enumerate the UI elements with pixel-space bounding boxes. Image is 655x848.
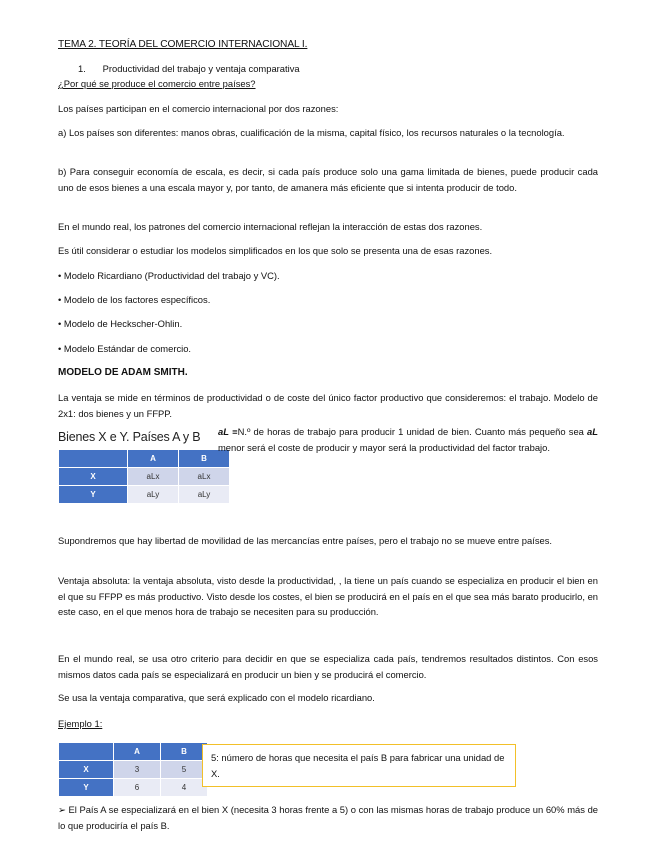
paragraph-a: a) Los países son diferentes: manos obras, cualificación de la misma, capital físico, los recursos naturales o la tecnología. [58, 127, 565, 138]
table-row [59, 779, 208, 797]
paragraph-final: ➢ El País A se especializará en el bien X (necesita 3 horas frente a 5) o con las mismas horas de trabajo produce un 60% más de lo que produciría el país B. [58, 804, 598, 831]
paragraph-real-world-2: En el mundo real, se usa otro criterio para decidir en que se especializa cada país, tendremos resultados distintos. Con esos mismos datos cada país se especializará en producir un bien y se producirá el comercio. [58, 653, 598, 680]
table-cell: 4 [161, 779, 208, 797]
table-row [59, 486, 230, 504]
paragraph-reasons: Los países participan en el comercio internacional por dos razones: [58, 103, 339, 114]
section-number: 1. [78, 63, 86, 74]
table-row [59, 468, 230, 486]
paragraph-ventaja: La ventaja se mide en términos de productividad o de coste del único factor productivo que consideremos: el trabajo. Modelo de 2x1: dos bienes y un FFPP. [58, 392, 598, 419]
section-label: Productividad del trabajo y ventaja comparativa [102, 63, 300, 74]
table-cell: aLx [128, 468, 179, 486]
table-header-cell: A [114, 743, 161, 761]
table-header-row [59, 450, 230, 468]
callout-box: 5: número de horas que necesita el país B para fabricar una unidad de X. [202, 744, 516, 787]
model-item: • Modelo de Heckscher-Ohlin. [58, 318, 183, 329]
table-note [218, 424, 598, 455]
model-item: • Modelo Ricardiano (Productividad del trabajo y VC). [58, 270, 280, 281]
table-row [59, 761, 208, 779]
table-cell: 3 [114, 761, 161, 779]
note-definition: ≡N.º de horas de trabajo para producir 1 unidad de bien. Cuanto más pequeño sea [228, 426, 588, 437]
paragraph-b: b) Para conseguir economía de escala, es decir, si cada país produce solo una gama limitada de bienes, puede producir cada uno de esos bienes a una escala mayor y, por tanto, de amanera más eficiente que si intenta producir de todo. [58, 166, 598, 193]
table-header-cell: B [161, 743, 208, 761]
question-heading: ¿Por qué se produce el comercio entre países? [58, 78, 256, 89]
paragraph-real-world: En el mundo real, los patrones del comercio internacional reflejan la interacción de estas dos razones. [58, 221, 483, 232]
table-cell: aLx [179, 468, 230, 486]
page-title: TEMA 2. TEORÍA DEL COMERCIO INTERNACIONAL I. [58, 39, 308, 50]
example-table [58, 742, 208, 797]
row-label: Y [59, 779, 114, 797]
table-header-cell: B [179, 450, 230, 468]
model-item: • Modelo Estándar de comercio. [58, 343, 192, 354]
symbol-al-2: aL [587, 426, 598, 437]
productivity-table [58, 449, 230, 504]
note-rest: menor será el coste de producir y mayor será la productividad del factor trabajo. [218, 441, 550, 453]
table-cell: aLy [179, 486, 230, 504]
paragraph-comparativa: Se usa la ventaja comparativa, que será explicado con el modelo ricardiano. [58, 692, 375, 703]
ejemplo-heading: Ejemplo 1: [58, 718, 103, 729]
table-header-cell: A [128, 450, 179, 468]
table-header-cell [59, 743, 114, 761]
symbol-al: aL [218, 426, 229, 437]
smith-heading: MODELO DE ADAM SMITH. [58, 367, 188, 378]
table-cell: 5 [161, 761, 208, 779]
paragraph-ventaja-absoluta: Ventaja absoluta: la ventaja absoluta, visto desde la productividad, , la tiene un país cuando se especializa en producir el bien en el que su FFPP es más productivo. Visto desde los costes, el bien se producirá en el país en el que sea más barato producirlo, en este caso, en el que menos hora de trabajo se necesiten para su producción. [58, 575, 598, 617]
table-cell: 6 [114, 779, 161, 797]
row-label: X [59, 761, 114, 779]
paragraph-useful: Es útil considerar o estudiar los modelos simplificados en los que solo se presenta una de esas razones. [58, 245, 493, 256]
model-item: • Modelo de los factores específicos. [58, 294, 211, 305]
bienes-heading: Bienes X e Y. Países A y B [58, 430, 201, 444]
paragraph-supondremos: Supondremos que hay libertad de movilidad de las mercancías entre países, pero el trabajo no se mueve entre países. [58, 535, 553, 546]
table-header-cell [59, 450, 128, 468]
table-cell: aLy [128, 486, 179, 504]
row-label: Y [59, 486, 128, 504]
section-heading [58, 61, 598, 77]
row-label: X [59, 468, 128, 486]
table-header-row [59, 743, 208, 761]
